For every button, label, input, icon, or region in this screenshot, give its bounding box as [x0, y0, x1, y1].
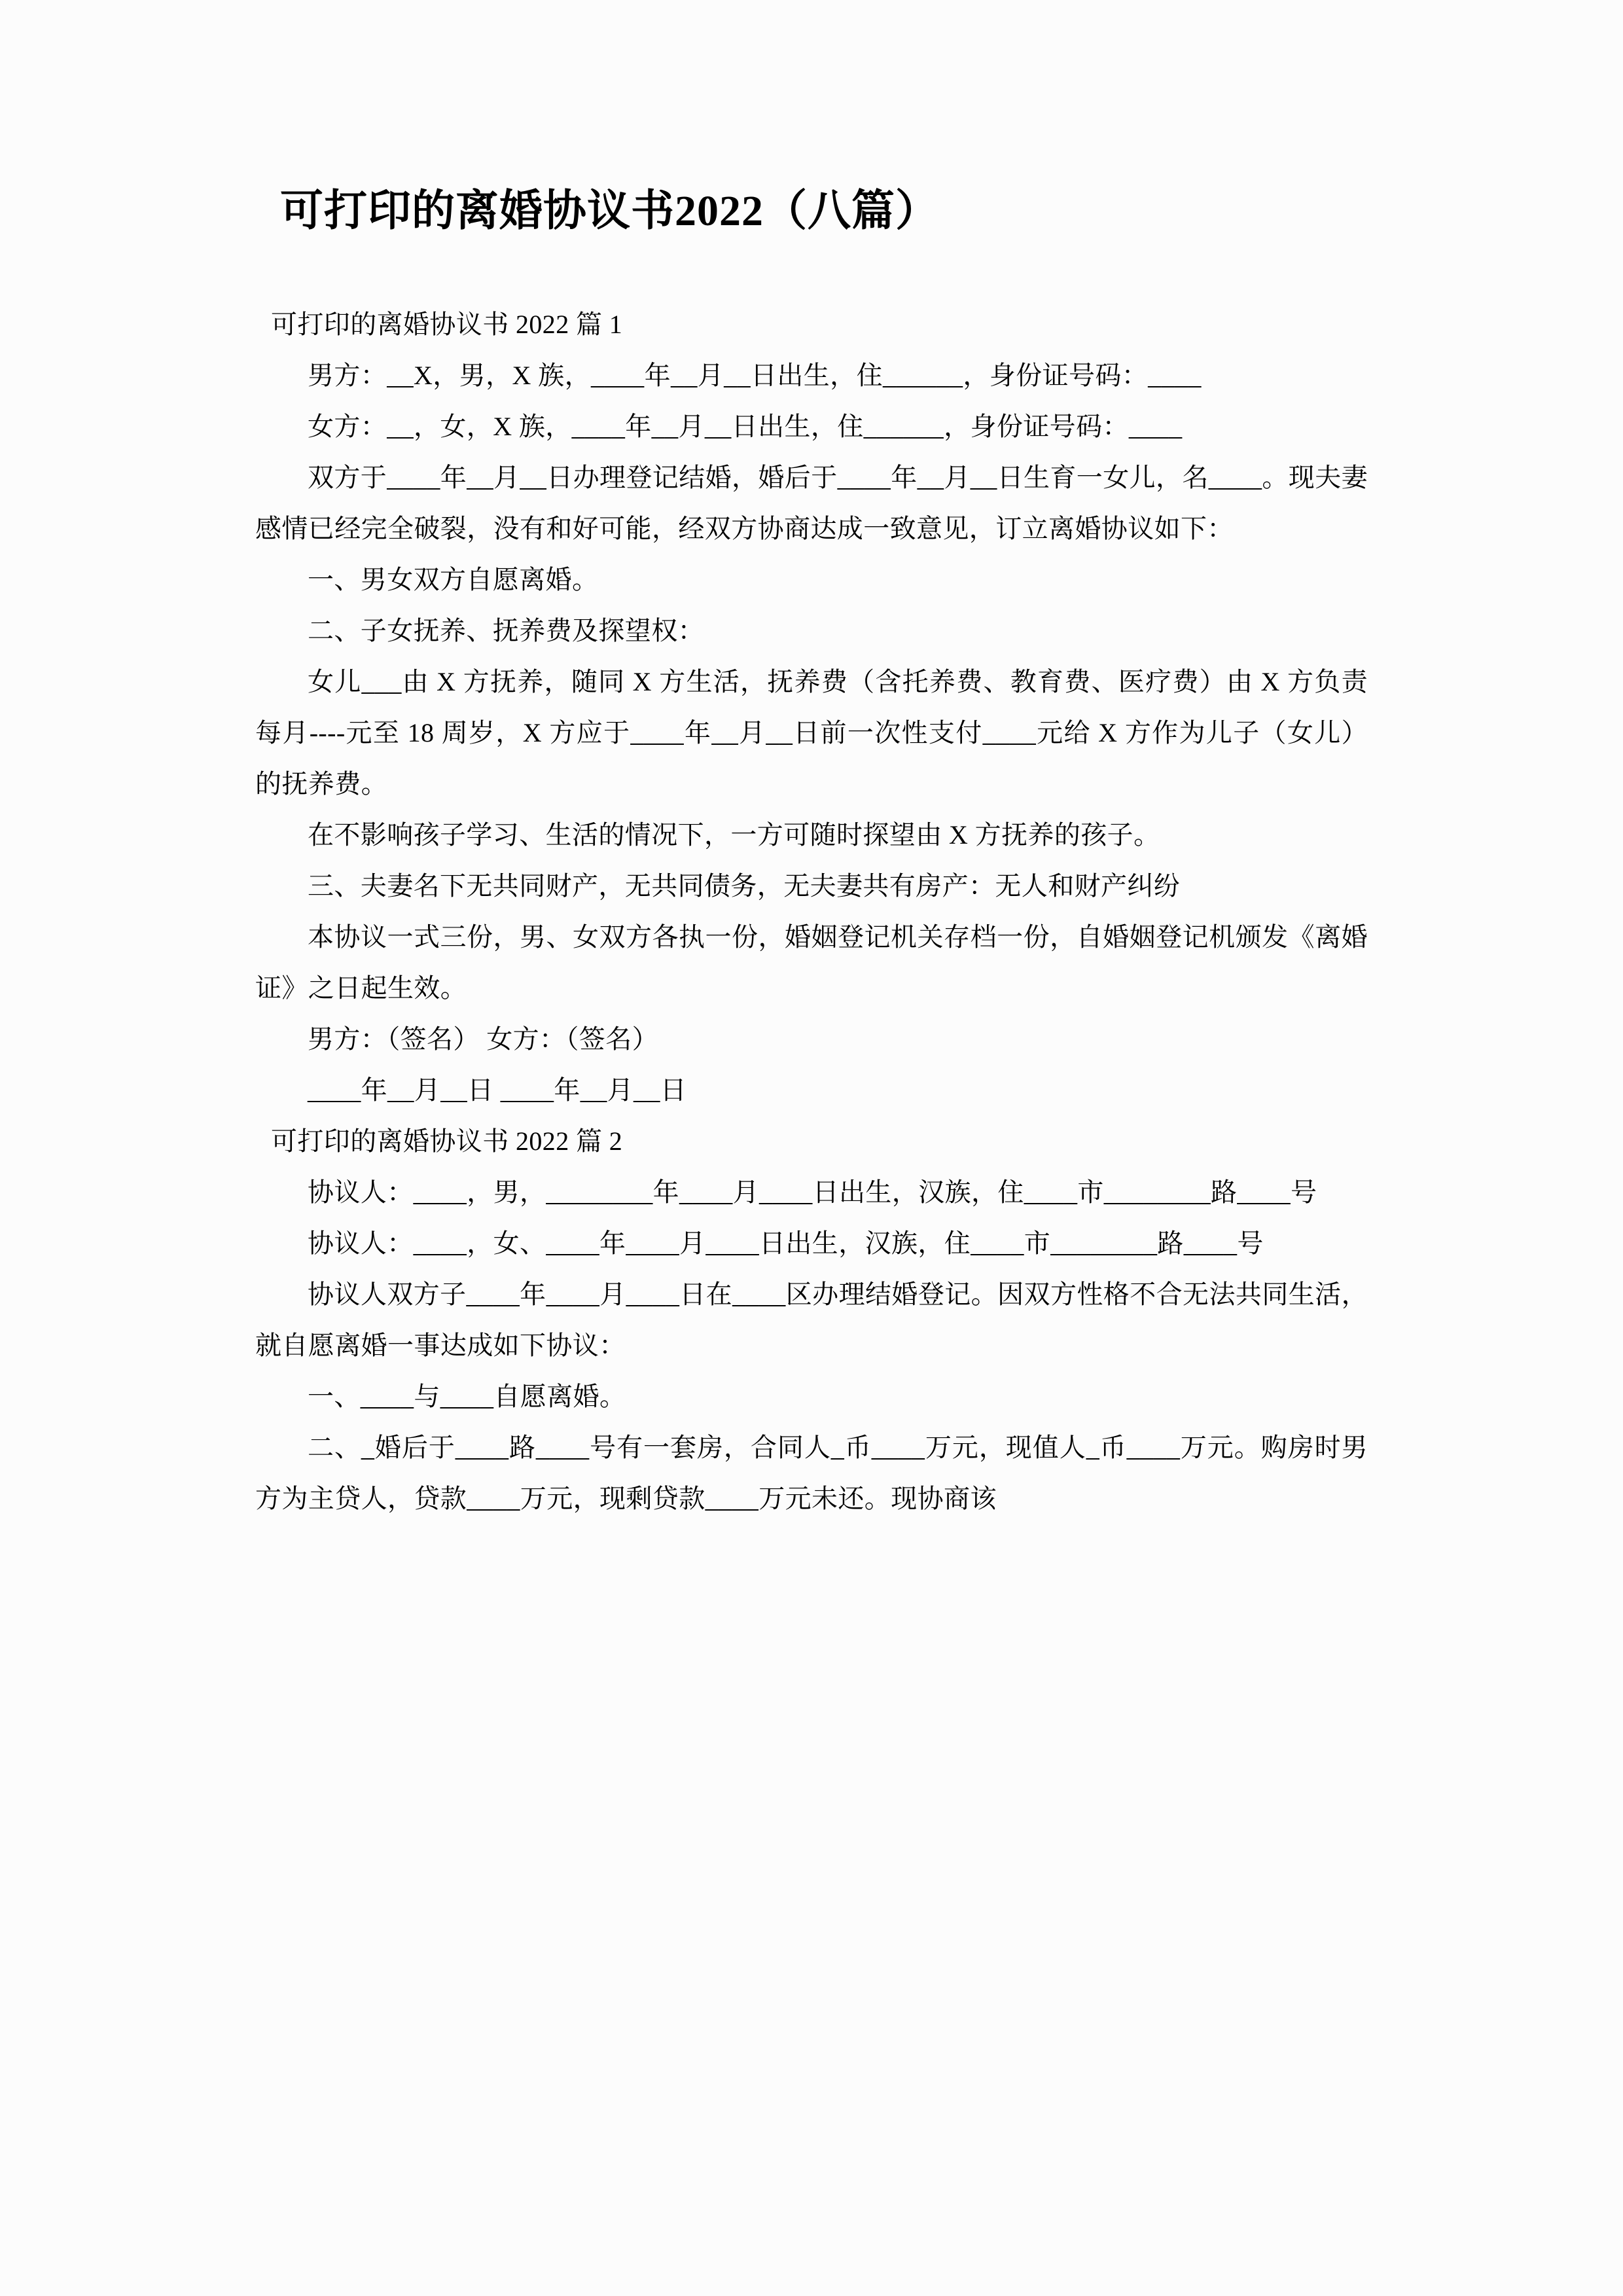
signature-line: 男方：（签名） 女方：（签名）: [308, 1024, 658, 1054]
paragraph-clause-two: 二、子女抚养、抚养费及探望权：: [308, 615, 704, 645]
paragraph-visitation: 在不影响孩子学习、生活的情况下，一方可随时探望由 X 方抚养的孩子。: [308, 819, 1160, 850]
paragraph-registration-background: 协议人双方子____年____月____日在____区办理结婚登记。因双方性格不合无法共同生活，就自愿离婚一事达成如下协议：: [255, 1279, 1368, 1360]
paragraph-female-party: 女方：__，女，X 族，____年__月__日出生，住______，身份证号码：____: [308, 411, 1183, 441]
document-content: [255, 0, 1368, 1524]
paragraph-agreement-person-female: 协议人：____，女、____年____月____日出生，汉族，住____市________路____号: [308, 1228, 1264, 1258]
paragraph-agreement-person-male: 协议人：____，男，________年____月____日出生，汉族，住____市________路____号: [308, 1177, 1317, 1207]
paragraph-male-party: 男方：__X，男，X 族，____年__月__日出生，住______，身份证号码：____: [308, 360, 1202, 390]
paragraph-p2-clause-two: 二、_婚后于____路____号有一套房，合同人_币____万元，现值人_币____万元。购房时男方为主贷人，贷款____万元，现剩贷款____万元未还。现协商该: [255, 1432, 1368, 1513]
paragraph-child-support: 女儿___由 X 方抚养，随同 X 方生活，抚养费（含托养费、教育费、医疗费）由 X 方负责每月----元至 18 周岁，X 方应于____年__月__日前一次性支付____元给 X 方作为儿子（女儿）的抚养费。: [255, 666, 1368, 798]
page-title: 可打印的离婚协议书2022（八篇）: [280, 187, 939, 235]
paragraph-clause-one: 一、男女双方自愿离婚。: [308, 564, 599, 594]
section-heading-pian2: 可打印的离婚协议书 2022 篇 2: [271, 1126, 623, 1156]
section-pian2: [255, 1116, 1368, 1524]
paragraph-marriage-background: 双方于____年__月__日办理登记结婚，婚后于____年__月__日生育一女儿，名____。现夫妻感情已经完全破裂，没有和好可能，经双方协商达成一致意见，订立离婚协议如下：: [255, 462, 1368, 543]
paragraph-copies-effect: 本协议一式三份，男、女双方各执一份，婚姻登记机关存档一份，自婚姻登记机颁发《离婚证》之日起生效。: [255, 922, 1368, 1003]
paragraph-clause-three: 三、夫妻名下无共同财产，无共同债务，无夫妻共有房产：无人和财产纠纷: [308, 870, 1181, 901]
signature-date-line: ____年__月__日 ____年__月__日: [308, 1075, 687, 1105]
section-heading-pian1: 可打印的离婚协议书 2022 篇 1: [271, 309, 623, 339]
document-body: [255, 299, 1368, 1524]
paragraph-p2-clause-one: 一、____与____自愿离婚。: [308, 1381, 626, 1411]
section-pian1: [255, 299, 1368, 1116]
